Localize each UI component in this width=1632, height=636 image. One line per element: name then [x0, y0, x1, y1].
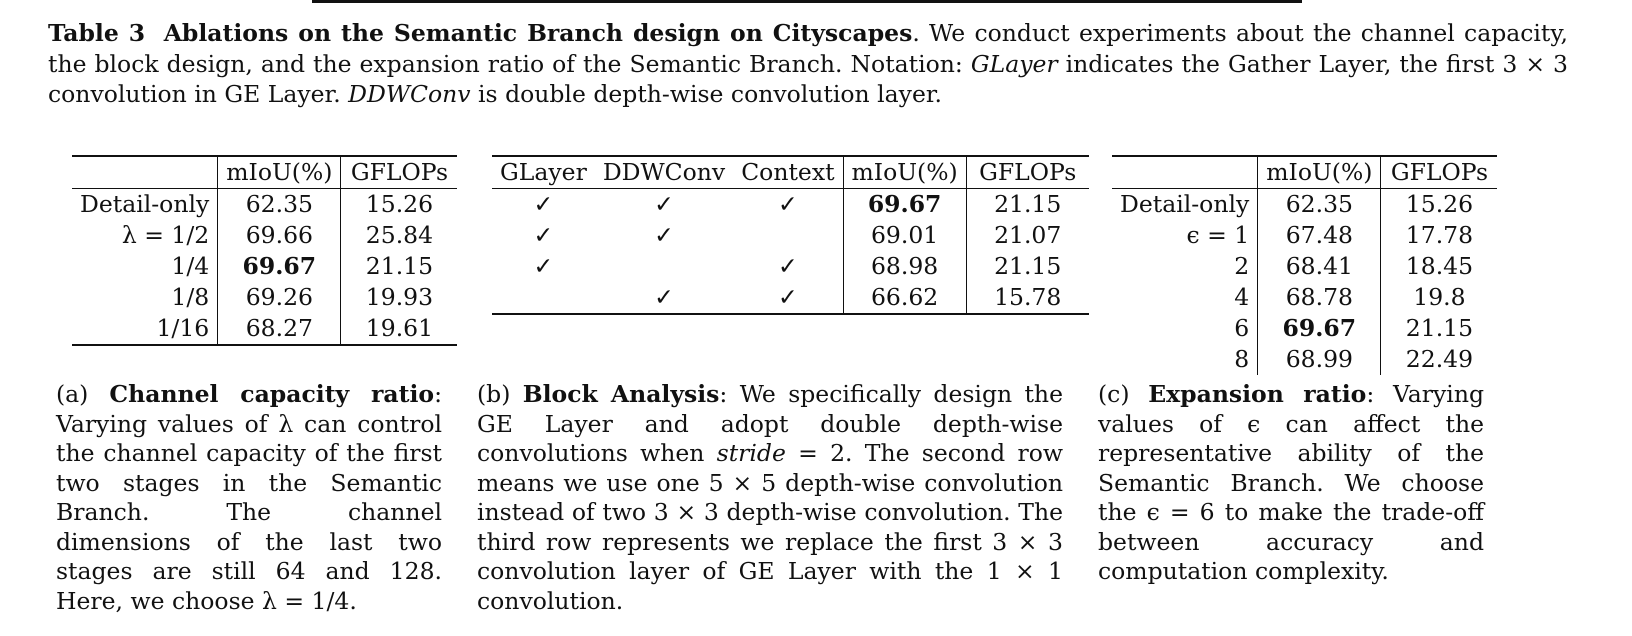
row-label: 1/8 — [72, 282, 218, 313]
check-mark — [595, 251, 733, 282]
table-cell: 21.07 — [966, 220, 1089, 251]
header-cell — [72, 156, 218, 189]
table-cell: 15.78 — [966, 282, 1089, 314]
row-label: 1/4 — [72, 251, 218, 282]
table-row — [492, 251, 1089, 282]
table-cell: 21.15 — [341, 251, 458, 282]
table-cell: 21.15 — [966, 189, 1089, 221]
subcaption-text: : We specifically design the GE Layer and adopt double depth-wise convolutions when — [477, 380, 1063, 467]
check-mark: ✓ — [533, 221, 554, 249]
table-cell: 68.41 — [1285, 252, 1353, 280]
table-row — [1112, 282, 1497, 313]
subcaption-text: : Varying values of ϵ can affect the representative ability of the Semantic Branch. We choose the ϵ = 6 to make the trade-off between accuracy and computation complexity. — [1098, 380, 1484, 585]
table-cell: 22.49 — [1381, 344, 1498, 375]
table-cell: 19.61 — [341, 313, 458, 345]
table-expansion-ratio — [1112, 155, 1497, 375]
table-row — [1112, 220, 1497, 251]
header-cell: GFLOPs — [341, 156, 458, 189]
table-cell: 62.35 — [245, 190, 313, 218]
caption-text-2: indicates the Gather Layer, the first 3 × 3 convolution in GE Layer. — [48, 49, 1568, 108]
check-mark: ✓ — [533, 252, 554, 280]
subcaption-title: Channel capacity ratio — [109, 380, 435, 408]
header-cell: GLayer — [492, 156, 595, 189]
table-row — [1112, 313, 1497, 344]
check-mark: ✓ — [654, 221, 674, 249]
table-row — [492, 220, 1089, 251]
caption-ddwconv: DDWConv — [348, 80, 471, 108]
table-cell: 21.15 — [1381, 313, 1498, 344]
table-cell: 15.26 — [1381, 189, 1498, 221]
table-cell: 68.78 — [1285, 283, 1353, 311]
table-row — [72, 313, 457, 345]
caption-glayer: GLayer — [970, 49, 1058, 78]
row-label: 2 — [1112, 251, 1258, 282]
subcaption-prefix: (b) — [477, 380, 523, 408]
row-label: λ = 1/2 — [72, 220, 218, 251]
table-cell: 67.48 — [1285, 221, 1353, 249]
row-label: 1/16 — [72, 313, 218, 345]
table-cell: 15.26 — [341, 189, 458, 221]
caption-text-3: is double depth-wise convolution layer. — [470, 80, 942, 108]
table-block-analysis — [492, 155, 1089, 315]
table-cell: 68.99 — [1285, 345, 1353, 373]
check-mark: ✓ — [733, 282, 843, 314]
subcaption-a — [56, 380, 442, 616]
subcaption-prefix: (a) — [56, 380, 110, 408]
table-row — [1112, 189, 1497, 221]
table-header-row — [492, 156, 1089, 189]
subcaption-text: : Varying values of λ can control the channel capacity of the first two stages in the Semantic Branch. The channel dimensions of the last two stages are still 64 and 128. Here, we choose λ = 1/4. — [56, 380, 442, 615]
table-row — [492, 282, 1089, 314]
subcaption-title: Expansion ratio — [1148, 380, 1367, 408]
table-cell: 69.26 — [245, 283, 313, 311]
check-mark: ✓ — [595, 282, 733, 314]
check-mark — [733, 220, 843, 251]
row-label: 4 — [1112, 282, 1258, 313]
subcaption-text: = 2. The second row means we use one 5 × 5 depth-wise convolution instead of two 3 × 3 depth-wise convolution. The third row represents we replace the first 3 × 3 convolution layer of GE Layer with the 1 × 1 convolution. — [477, 439, 1063, 615]
check-mark: ✓ — [533, 190, 554, 218]
table-cell: 18.45 — [1381, 251, 1498, 282]
table-row — [72, 282, 457, 313]
caption-text-1: . We conduct experiments about the channel capacity, the block design, and the expansion ratio of the Semantic Branch. Notation: — [48, 19, 1569, 78]
table-channel-capacity — [72, 155, 457, 346]
check-mark: ✓ — [778, 252, 798, 280]
table-cell: 19.8 — [1381, 282, 1498, 313]
caption-label: Table 3 — [48, 19, 146, 47]
table-cell: 68.98 — [843, 251, 966, 282]
table-caption — [48, 18, 1568, 110]
table-row — [1112, 344, 1497, 375]
row-label: 8 — [1112, 344, 1258, 375]
header-cell: DDWConv — [595, 156, 733, 189]
subcaption-stride: stride — [716, 439, 786, 467]
header-cell: Context — [733, 156, 843, 189]
table-header-row — [72, 156, 457, 189]
table-cell: 69.66 — [245, 221, 313, 249]
header-cell: mIoU(%) — [843, 156, 966, 189]
table-row — [72, 220, 457, 251]
table-cell: 66.62 — [843, 282, 966, 314]
subcaption-title: Block Analysis — [522, 380, 720, 408]
table-cell: 68.27 — [218, 313, 341, 345]
caption-title: Ablations on the Semantic Branch design on Cityscapes — [163, 19, 913, 47]
table-cell-best: 69.67 — [1282, 314, 1357, 342]
subcaption-b — [477, 380, 1063, 616]
table-cell: 25.84 — [341, 220, 458, 251]
header-cell — [1112, 156, 1258, 189]
table-cell: 21.15 — [966, 251, 1089, 282]
row-label: 6 — [1112, 313, 1258, 344]
header-cell: GFLOPs — [966, 156, 1089, 189]
table-row — [492, 189, 1089, 221]
check-mark — [492, 282, 595, 314]
table-cell: 69.01 — [843, 220, 966, 251]
row-label: Detail-only — [1112, 189, 1258, 221]
table-cell: 19.93 — [341, 282, 458, 313]
top-rule — [312, 0, 1302, 3]
table-cell-best: 69.67 — [843, 189, 966, 221]
table-cell: 62.35 — [1285, 190, 1353, 218]
table-row — [72, 189, 457, 221]
header-cell: mIoU(%) — [218, 156, 341, 189]
table-cell-best: 69.67 — [242, 252, 317, 280]
table-row — [1112, 251, 1497, 282]
header-cell: GFLOPs — [1381, 156, 1498, 189]
table-row — [72, 251, 457, 282]
subcaption-prefix: (c) — [1098, 380, 1149, 408]
check-mark: ✓ — [778, 190, 798, 218]
subcaption-c — [1098, 380, 1484, 587]
row-label: Detail-only — [72, 189, 218, 221]
table-header-row — [1112, 156, 1497, 189]
check-mark: ✓ — [654, 190, 674, 218]
row-label: ϵ = 1 — [1112, 220, 1258, 251]
header-cell: mIoU(%) — [1258, 156, 1381, 189]
table-cell: 17.78 — [1381, 220, 1498, 251]
